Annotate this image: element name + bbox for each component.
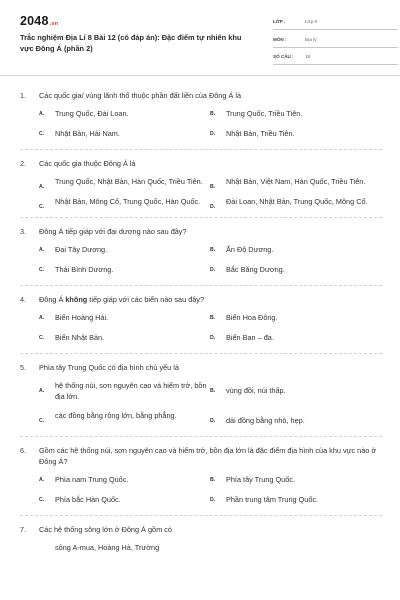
- options: [20, 475, 382, 515]
- question-1: [20, 82, 382, 150]
- option-letter: D.: [210, 204, 216, 210]
- question-number: 1.: [20, 91, 27, 100]
- option-a[interactable]: [39, 177, 210, 188]
- option-letter: D.: [210, 418, 216, 424]
- option-letter: A.: [39, 184, 45, 190]
- question-text: 2. Các quốc gia thuộc Đông Á là: [20, 159, 136, 168]
- option-text: Nhật Bản, Hải Nam.: [55, 129, 120, 138]
- option-c[interactable]: [39, 411, 210, 427]
- option-letter: C.: [39, 335, 45, 341]
- option-text: vùng đồi, núi thấp.: [226, 386, 286, 395]
- question-text: 6. Gồm các hệ thống núi, sơn nguyên cao và hiểm trở, bồn địa lớn là đặc điểm địa hình của khu vực nào ở Đông Á?: [20, 445, 377, 466]
- option-letter: C.: [39, 204, 45, 210]
- question-number: 2.: [20, 159, 27, 168]
- question-text: 1. Các quốc gia/ vùng lãnh thổ thuộc phần đất liền của Đông Á là: [20, 91, 242, 100]
- question-number: 4.: [20, 295, 27, 304]
- option-letter: C.: [39, 267, 45, 273]
- option-text: các đồng bằng rộng lớn, bằng phẳng.: [55, 411, 177, 420]
- option-letter: B.: [210, 315, 216, 321]
- option-letter: A.: [39, 111, 45, 117]
- info-value: 18: [305, 54, 311, 59]
- options: [20, 543, 382, 563]
- option-letter: A.: [39, 388, 45, 394]
- option-text: Biển Hoa Đông.: [226, 313, 278, 322]
- option-letter: C.: [39, 131, 45, 137]
- info-label: LỚP :: [273, 19, 286, 24]
- option-text: Trung Quốc, Nhật Bản, Hàn Quốc, Triều Tiên.: [55, 177, 203, 186]
- option-text: Đại Tây Dương.: [55, 245, 108, 254]
- page-title: Trắc nghiệm Địa Lí 8 Bài 12 (có đáp án): Đặc điểm tự nhiên khu vực Đông Á (phần 2): [20, 33, 242, 53]
- option-text: Bắc Băng Dương.: [226, 265, 285, 274]
- option-text: Biển Nhật Bản.: [55, 333, 105, 342]
- option-text: Ấn Độ Dương.: [226, 245, 274, 254]
- option-a[interactable]: [39, 313, 210, 324]
- option-b[interactable]: [210, 313, 381, 324]
- option-text: Nhật Bản, Việt Nam, Hàn Quốc, Triều Tiên.: [226, 177, 366, 186]
- options: [20, 245, 382, 285]
- option-d[interactable]: [210, 495, 381, 506]
- option-text: Đài Loan, Nhật Bản, Trung Quốc, Mông Cổ.: [226, 197, 368, 206]
- question-text: 3. Đông Á tiếp giáp với đại dương nào sau đây?: [20, 227, 187, 236]
- info-value: Địa lý: [305, 36, 317, 42]
- info-row-count: [273, 51, 398, 65]
- option-text: Phía bắc Hàn Quốc.: [55, 494, 121, 504]
- option-letter: C.: [39, 496, 45, 503]
- option-b[interactable]: [210, 475, 381, 486]
- option-letter: B.: [210, 388, 216, 394]
- option-a[interactable]: [39, 543, 210, 554]
- question-text: 7. Các hệ thống sông lớn ở Đông Á gồm có: [20, 524, 172, 534]
- option-a[interactable]: [39, 245, 210, 256]
- option-letter: A.: [39, 476, 45, 483]
- option-d[interactable]: [210, 197, 381, 208]
- option-b[interactable]: [210, 381, 381, 402]
- info-label: MÔN :: [273, 36, 287, 42]
- option-a[interactable]: [39, 381, 210, 402]
- option-d[interactable]: [210, 265, 381, 276]
- option-text: Trung Quốc, Đài Loan.: [55, 109, 129, 118]
- option-c[interactable]: [39, 265, 210, 276]
- options: [20, 381, 382, 436]
- option-d[interactable]: [210, 411, 381, 427]
- option-c[interactable]: [39, 333, 210, 344]
- options: [20, 177, 382, 217]
- question-text: 5. Phía tây Trung Quốc có địa hình chủ yếu là: [20, 363, 179, 372]
- option-a[interactable]: [39, 475, 210, 486]
- option-letter: B.: [210, 247, 216, 253]
- option-b[interactable]: [210, 245, 381, 256]
- option-a[interactable]: [39, 109, 210, 120]
- option-text: Phía tây Trung Quốc.: [226, 474, 295, 484]
- question-number: 6.: [20, 445, 27, 455]
- header: [20, 14, 380, 74]
- option-text: Phần trung tâm Trung Quốc.: [226, 494, 319, 504]
- question-5: [20, 354, 382, 437]
- question-3: [20, 218, 382, 286]
- option-letter: C.: [39, 418, 45, 424]
- option-c[interactable]: [39, 495, 210, 506]
- option-text: sông A-mua, Hoàng Hà, Trường: [55, 542, 160, 552]
- option-letter: D.: [210, 267, 216, 273]
- question-text: 4. Đông Á không tiếp giáp với các biển nào sau đây?: [20, 295, 205, 304]
- option-letter: B.: [210, 184, 216, 190]
- option-letter: B.: [210, 111, 216, 117]
- info-row-class: [273, 16, 398, 30]
- option-c[interactable]: [39, 129, 210, 140]
- option-d[interactable]: [210, 333, 381, 344]
- info-label: SỐ CÂU :: [273, 54, 294, 59]
- option-letter: D.: [210, 131, 216, 137]
- options: [20, 109, 382, 149]
- option-letter: D.: [210, 496, 216, 503]
- option-text: Trung Quốc, Triều Tiên.: [226, 109, 303, 118]
- question-number: 5.: [20, 363, 27, 372]
- question-7: [20, 516, 382, 563]
- option-letter: B.: [210, 476, 216, 483]
- question-list: [20, 82, 382, 563]
- info-value: Lớp 8: [305, 19, 317, 24]
- header-divider: [0, 75, 400, 76]
- question-number: 7.: [20, 524, 27, 534]
- question-4: [20, 286, 382, 354]
- option-text: Biển Hoàng Hải.: [55, 313, 109, 322]
- option-text: hệ thống núi, sơn nguyên cao và hiểm trở, bồn địa lớn.: [55, 381, 207, 401]
- info-panel: [273, 16, 398, 69]
- question-6: [20, 437, 382, 516]
- option-text: Nhật Bản, Mông Cổ, Trung Quốc, Hàn Quốc.: [55, 197, 201, 206]
- option-d[interactable]: [210, 129, 381, 140]
- option-text: Phía nam Trung Quốc.: [55, 474, 129, 484]
- emphasis-text: không: [65, 295, 88, 304]
- site-logo[interactable]: 2048.vn: [20, 14, 59, 28]
- option-letter: A.: [39, 247, 45, 253]
- option-b[interactable]: [210, 109, 381, 120]
- options: [20, 313, 382, 353]
- option-letter: A.: [39, 315, 45, 321]
- option-text: dải đồng bằng nhỏ, hẹp.: [226, 416, 305, 425]
- option-b[interactable]: [210, 177, 381, 188]
- question-number: 3.: [20, 227, 27, 236]
- question-2: [20, 150, 382, 218]
- option-text: Biển Ban – đa.: [226, 333, 274, 342]
- option-letter: D.: [210, 335, 216, 341]
- info-row-subject: [273, 34, 398, 48]
- option-c[interactable]: [39, 197, 210, 208]
- option-text: Nhật Bản, Triều Tiên.: [226, 129, 295, 138]
- option-text: Thái Bình Dương.: [55, 265, 114, 274]
